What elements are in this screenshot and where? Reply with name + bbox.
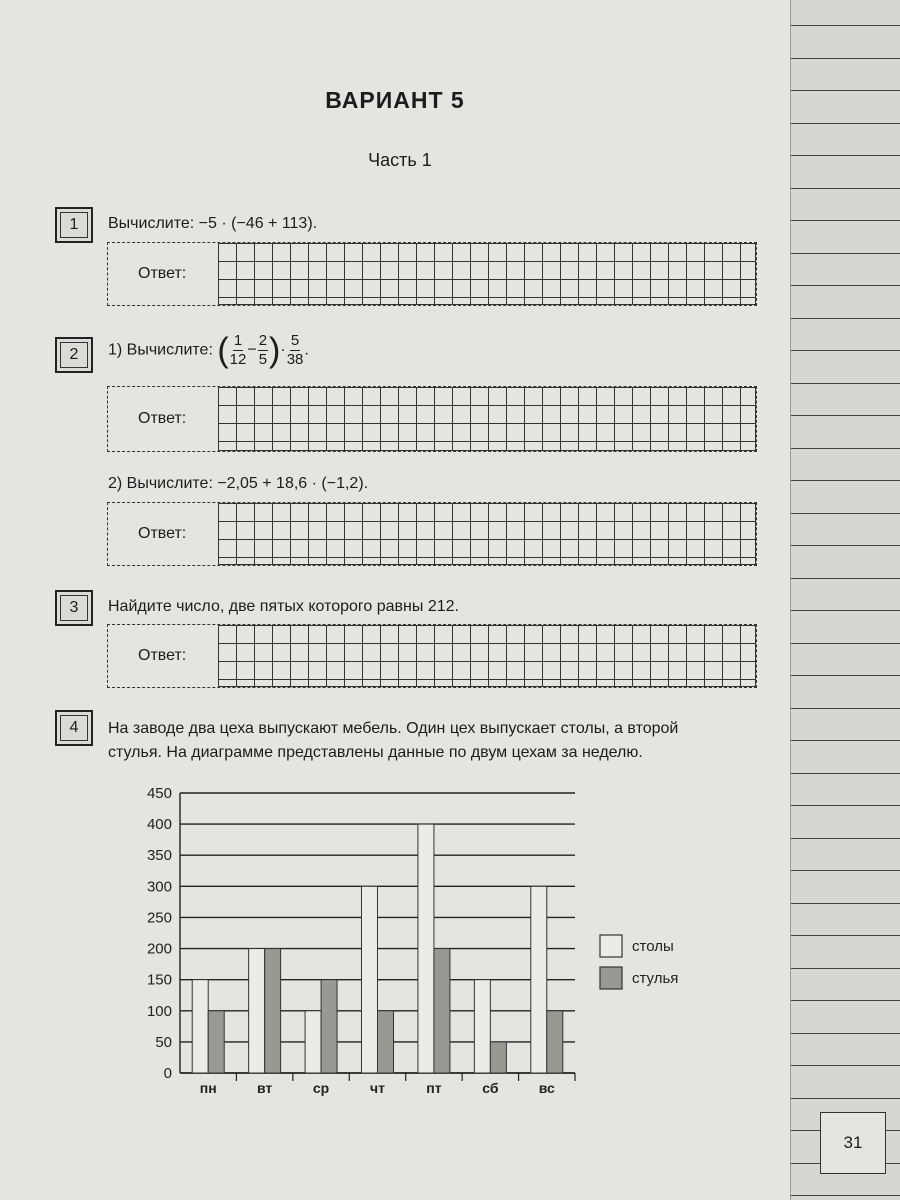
- task-1-answer-box[interactable]: [107, 242, 757, 306]
- x-tick-label: пт: [426, 1080, 442, 1096]
- edge-rule-line: [791, 123, 900, 124]
- bar-столы: [305, 1011, 321, 1073]
- x-tick-label: вт: [257, 1080, 273, 1096]
- edge-rule-line: [791, 90, 900, 91]
- task-2-part-2-text: 2) Вычислите: −2,05 + 18,6 · (−1,2).: [108, 475, 369, 492]
- bar-столы: [192, 980, 208, 1073]
- bar-стулья: [265, 949, 281, 1073]
- edge-rule-line: [791, 513, 900, 514]
- y-tick-label: 350: [146, 847, 172, 865]
- edge-rule-line: [791, 448, 900, 449]
- answer-label: Ответ:: [138, 265, 187, 282]
- fraction: $\frac{2}{5}$: [258, 332, 268, 368]
- edge-rule-line: [791, 773, 900, 774]
- edge-rule-line: [791, 675, 900, 676]
- task-4-number: 4: [55, 710, 93, 746]
- legend-swatch: [600, 935, 622, 957]
- bar-стулья: [321, 980, 337, 1073]
- task-4-line-1: На заводе два цеха выпускают мебель. Один цех выпускает столы, а второй: [108, 720, 679, 737]
- bar-chart: [110, 775, 730, 1115]
- task-4-line-2: стулья. На диаграмме представлены данные по двум цехам за неделю.: [108, 744, 643, 761]
- fraction: $\frac{5}{38}$: [286, 332, 304, 368]
- task-1-text: Вычислите: −5 · (−46 + 113).: [108, 215, 318, 232]
- edge-rule-line: [791, 58, 900, 59]
- edge-rule-line: [791, 805, 900, 806]
- answer-label: Ответ:: [138, 647, 187, 664]
- edge-rule-line: [791, 903, 900, 904]
- bar-столы: [418, 824, 434, 1073]
- legend-swatch: [600, 967, 622, 989]
- task-3-number: 3: [55, 590, 93, 626]
- edge-rule-line: [791, 25, 900, 26]
- edge-rule-line: [791, 155, 900, 156]
- edge-rule-line: [791, 1033, 900, 1034]
- legend-label: стулья: [632, 970, 679, 987]
- bar-стулья: [378, 1011, 394, 1073]
- edge-rule-line: [791, 1000, 900, 1001]
- edge-rule-line: [791, 1098, 900, 1099]
- edge-rule-line: [791, 253, 900, 254]
- edge-rule-line: [791, 708, 900, 709]
- bar-стулья: [547, 1011, 563, 1073]
- edge-rule-line: [791, 415, 900, 416]
- y-tick-label: 0: [163, 1065, 172, 1082]
- bar-стулья: [434, 949, 450, 1073]
- bar-столы: [474, 980, 490, 1073]
- y-tick-label: 250: [146, 909, 172, 927]
- edge-rule-line: [791, 578, 900, 579]
- edge-rule-line: [791, 968, 900, 969]
- y-tick-label: 50: [155, 1033, 172, 1051]
- answer-grid[interactable]: [218, 387, 756, 451]
- task-2-part-1-text: 1) Вычислите: ( $\frac{1}{12}$ − $\frac{2}{5}$ )· $\frac{5}{38}$ .: [108, 331, 309, 370]
- page-title: ВАРИАНТ 5: [325, 87, 465, 113]
- bar-столы: [362, 886, 378, 1073]
- y-tick-label: 450: [146, 785, 172, 802]
- bar-стулья: [490, 1042, 506, 1073]
- lined-page-edge: [790, 0, 900, 1200]
- edge-rule-line: [791, 838, 900, 839]
- edge-rule-line: [791, 870, 900, 871]
- edge-rule-line: [791, 318, 900, 319]
- page-number: 31: [820, 1112, 886, 1174]
- x-tick-label: пн: [199, 1080, 217, 1096]
- task-3-text: Найдите число, две пятых которого равны 212.: [108, 598, 459, 615]
- edge-rule-line: [791, 383, 900, 384]
- edge-rule-line: [791, 285, 900, 286]
- task-2-1-answer-box[interactable]: [107, 386, 757, 452]
- edge-rule-line: [791, 1065, 900, 1066]
- answer-label: Ответ:: [138, 410, 187, 427]
- answer-grid[interactable]: [218, 243, 756, 305]
- fraction: $\frac{1}{12}$: [229, 332, 247, 368]
- bar-столы: [249, 949, 265, 1073]
- y-tick-label: 200: [146, 940, 172, 958]
- edge-rule-line: [791, 545, 900, 546]
- task-3-answer-box[interactable]: [107, 624, 757, 688]
- edge-rule-line: [791, 350, 900, 351]
- task-2-number: 2: [55, 337, 93, 373]
- task-1-number: 1: [55, 207, 93, 243]
- answer-grid[interactable]: [218, 503, 756, 565]
- bar-столы: [531, 886, 547, 1073]
- part-heading: Часть 1: [368, 150, 432, 170]
- x-tick-label: чт: [370, 1080, 385, 1096]
- y-tick-label: 100: [146, 1002, 172, 1020]
- bar-стулья: [208, 1011, 224, 1073]
- edge-rule-line: [791, 188, 900, 189]
- answer-label: Ответ:: [138, 525, 187, 542]
- y-tick-label: 150: [146, 971, 172, 989]
- edge-rule-line: [791, 935, 900, 936]
- edge-rule-line: [791, 610, 900, 611]
- y-tick-label: 300: [146, 878, 172, 896]
- edge-rule-line: [791, 220, 900, 221]
- edge-rule-line: [791, 1195, 900, 1196]
- edge-rule-line: [791, 480, 900, 481]
- edge-rule-line: [791, 740, 900, 741]
- task-2-2-answer-box[interactable]: [107, 502, 757, 566]
- answer-grid[interactable]: [218, 625, 756, 687]
- x-tick-label: сб: [482, 1080, 499, 1096]
- x-tick-label: вс: [538, 1080, 555, 1096]
- x-tick-label: ср: [312, 1080, 330, 1096]
- y-tick-label: 400: [146, 816, 172, 834]
- edge-rule-line: [791, 643, 900, 644]
- legend-label: столы: [632, 938, 674, 955]
